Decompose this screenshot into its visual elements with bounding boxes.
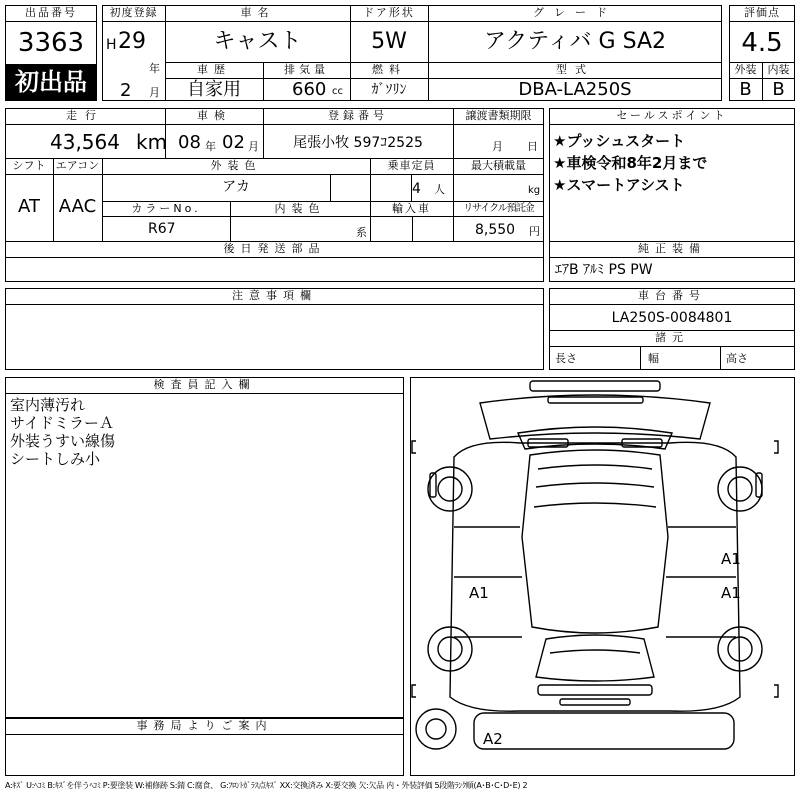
damage-mark-rear-bumper: A2 [483, 730, 503, 748]
recycle-unit: 円 [529, 225, 540, 238]
mileage-unit: km [136, 130, 168, 154]
history-label: 車歴 [197, 63, 231, 76]
inspection-year-unit: 年 [205, 140, 216, 153]
reg-no-value: 尾張小牧 597ｺ2525 [293, 135, 423, 151]
int-color-label: 内装色 [274, 202, 326, 215]
recycle-label: リサイクル預託金 [463, 203, 534, 214]
chassis-label: 車台番号 [638, 289, 706, 302]
model-value: DBA-LA250S [518, 79, 632, 100]
sales-point: ★車検令和8年2月まで [553, 154, 708, 172]
interior-label: 内装 [767, 63, 790, 76]
inspector-line: シートしみ小 [10, 450, 101, 468]
car-outline [410, 377, 795, 776]
color-no-label: カラーNo. [131, 202, 201, 215]
history-value: 自家用 [187, 79, 241, 100]
load-unit: kg [528, 185, 541, 196]
mileage-label: 走行 [66, 109, 104, 122]
displacement-unit: cc [332, 86, 343, 97]
ac-label: エアコン [55, 159, 100, 172]
capacity-unit: 人 [434, 183, 445, 196]
grade-value: アクティバ G SA2 [483, 29, 667, 54]
damage-mark-left-rear-door: A1 [469, 584, 489, 602]
reg-month: 2 [120, 80, 132, 101]
capacity-value: 4 [412, 181, 421, 197]
grade-label: グレード [533, 6, 617, 19]
equipment-value: ｴｱB ｱﾙﾐ PS PW [555, 262, 653, 278]
exterior-value: B [739, 79, 752, 100]
height-label: 高さ [726, 352, 748, 365]
interior-value: B [772, 79, 785, 100]
model-label: 型式 [556, 63, 594, 76]
sales-label: セールスポイント [616, 109, 728, 122]
fuel-value: ｶﾞｿﾘﾝ [371, 82, 407, 98]
damage-mark-right-front-door: A1 [721, 550, 741, 568]
notes-label: 注意事項欄 [232, 289, 317, 302]
door-value: 5W [371, 29, 407, 54]
first-listing-badge: 初出品 [6, 64, 96, 100]
inspector-label: 検査員記入欄 [153, 378, 256, 391]
exterior-label: 外装 [734, 63, 757, 76]
shift-label: シフト [12, 159, 46, 172]
era: H [106, 37, 117, 53]
recycle-value: 8,550 [475, 222, 516, 238]
fuel-label: 燃料 [372, 63, 406, 76]
score-value: 4.5 [741, 28, 783, 58]
transfer-label: 譲渡書類期限 [465, 109, 532, 122]
car-name-label: 車名 [240, 6, 275, 19]
car-diagram [410, 377, 795, 776]
inspector-line: サイドミラーＡ [10, 414, 114, 432]
reg-year: 29 [118, 29, 146, 54]
length-label: 長さ [555, 352, 577, 365]
equipment-label: 純正装備 [638, 242, 706, 255]
inspection-month-unit: 月 [248, 140, 259, 153]
lot-number: 3363 [17, 28, 85, 58]
lot-label: 出品番号 [25, 6, 77, 19]
door-label: ドア形状 [363, 6, 415, 19]
import-label: 輸入車 [392, 202, 431, 215]
load-label: 最大積載量 [471, 159, 526, 172]
first-reg-label: 初度登録 [109, 6, 158, 19]
car-name: キャスト [213, 29, 302, 54]
displacement-label: 排気量 [284, 63, 329, 76]
color-no-value: R67 [148, 221, 176, 237]
mileage-value: 43,564 [50, 130, 120, 154]
reg-no-label: 登録番号 [328, 109, 388, 122]
inspector-line: 外装うすい線傷 [10, 432, 116, 450]
ext-color-label: 外装色 [210, 159, 262, 172]
ac-value: AAC [58, 196, 97, 217]
inspection-year: 08 [178, 132, 201, 153]
chassis-value: LA250S-0084801 [611, 310, 733, 326]
ext-color-value: アカ [222, 179, 250, 195]
capacity-label: 乗車定員 [387, 159, 436, 172]
inspection-month: 02 [222, 132, 245, 153]
int-color-unit: 系 [356, 226, 367, 239]
width-label: 幅 [648, 352, 659, 365]
score-label: 評価点 [744, 6, 780, 19]
transfer-month-unit: 月 [492, 140, 503, 153]
later-parts-label: 後日発送部品 [223, 242, 326, 255]
shift-value: AT [18, 196, 40, 217]
inspector-line: 室内薄汚れ [10, 396, 86, 414]
office-label: 事務局よりご案内 [136, 719, 273, 732]
inspection-label: 車検 [197, 109, 231, 122]
specs-label: 諸元 [655, 331, 689, 344]
damage-mark-right-rear-door: A1 [721, 584, 741, 602]
transfer-day-unit: 日 [527, 140, 538, 153]
sales-point: ★スマートアシスト [553, 176, 685, 194]
legend-text: A:ｷｽﾞ U:ﾍｺﾐ B:ｷｽﾞを伴うﾍｺﾐ P:要塗装 W:補修跡 S:錆 C:腐食、 G:ﾌﾛﾝﾄｶﾞﾗｽ点ｷｽﾞ XX:交換済み X:要交換 欠:欠品 内・外装評価 5段階ﾗﾝｸ順(A･B･C･D･E) 2 [5, 781, 528, 790]
month-unit: 月 [149, 86, 160, 99]
displacement-value: 660 [292, 79, 327, 100]
year-unit: 年 [149, 62, 160, 75]
sales-point: ★プッシュスタート [553, 132, 686, 150]
